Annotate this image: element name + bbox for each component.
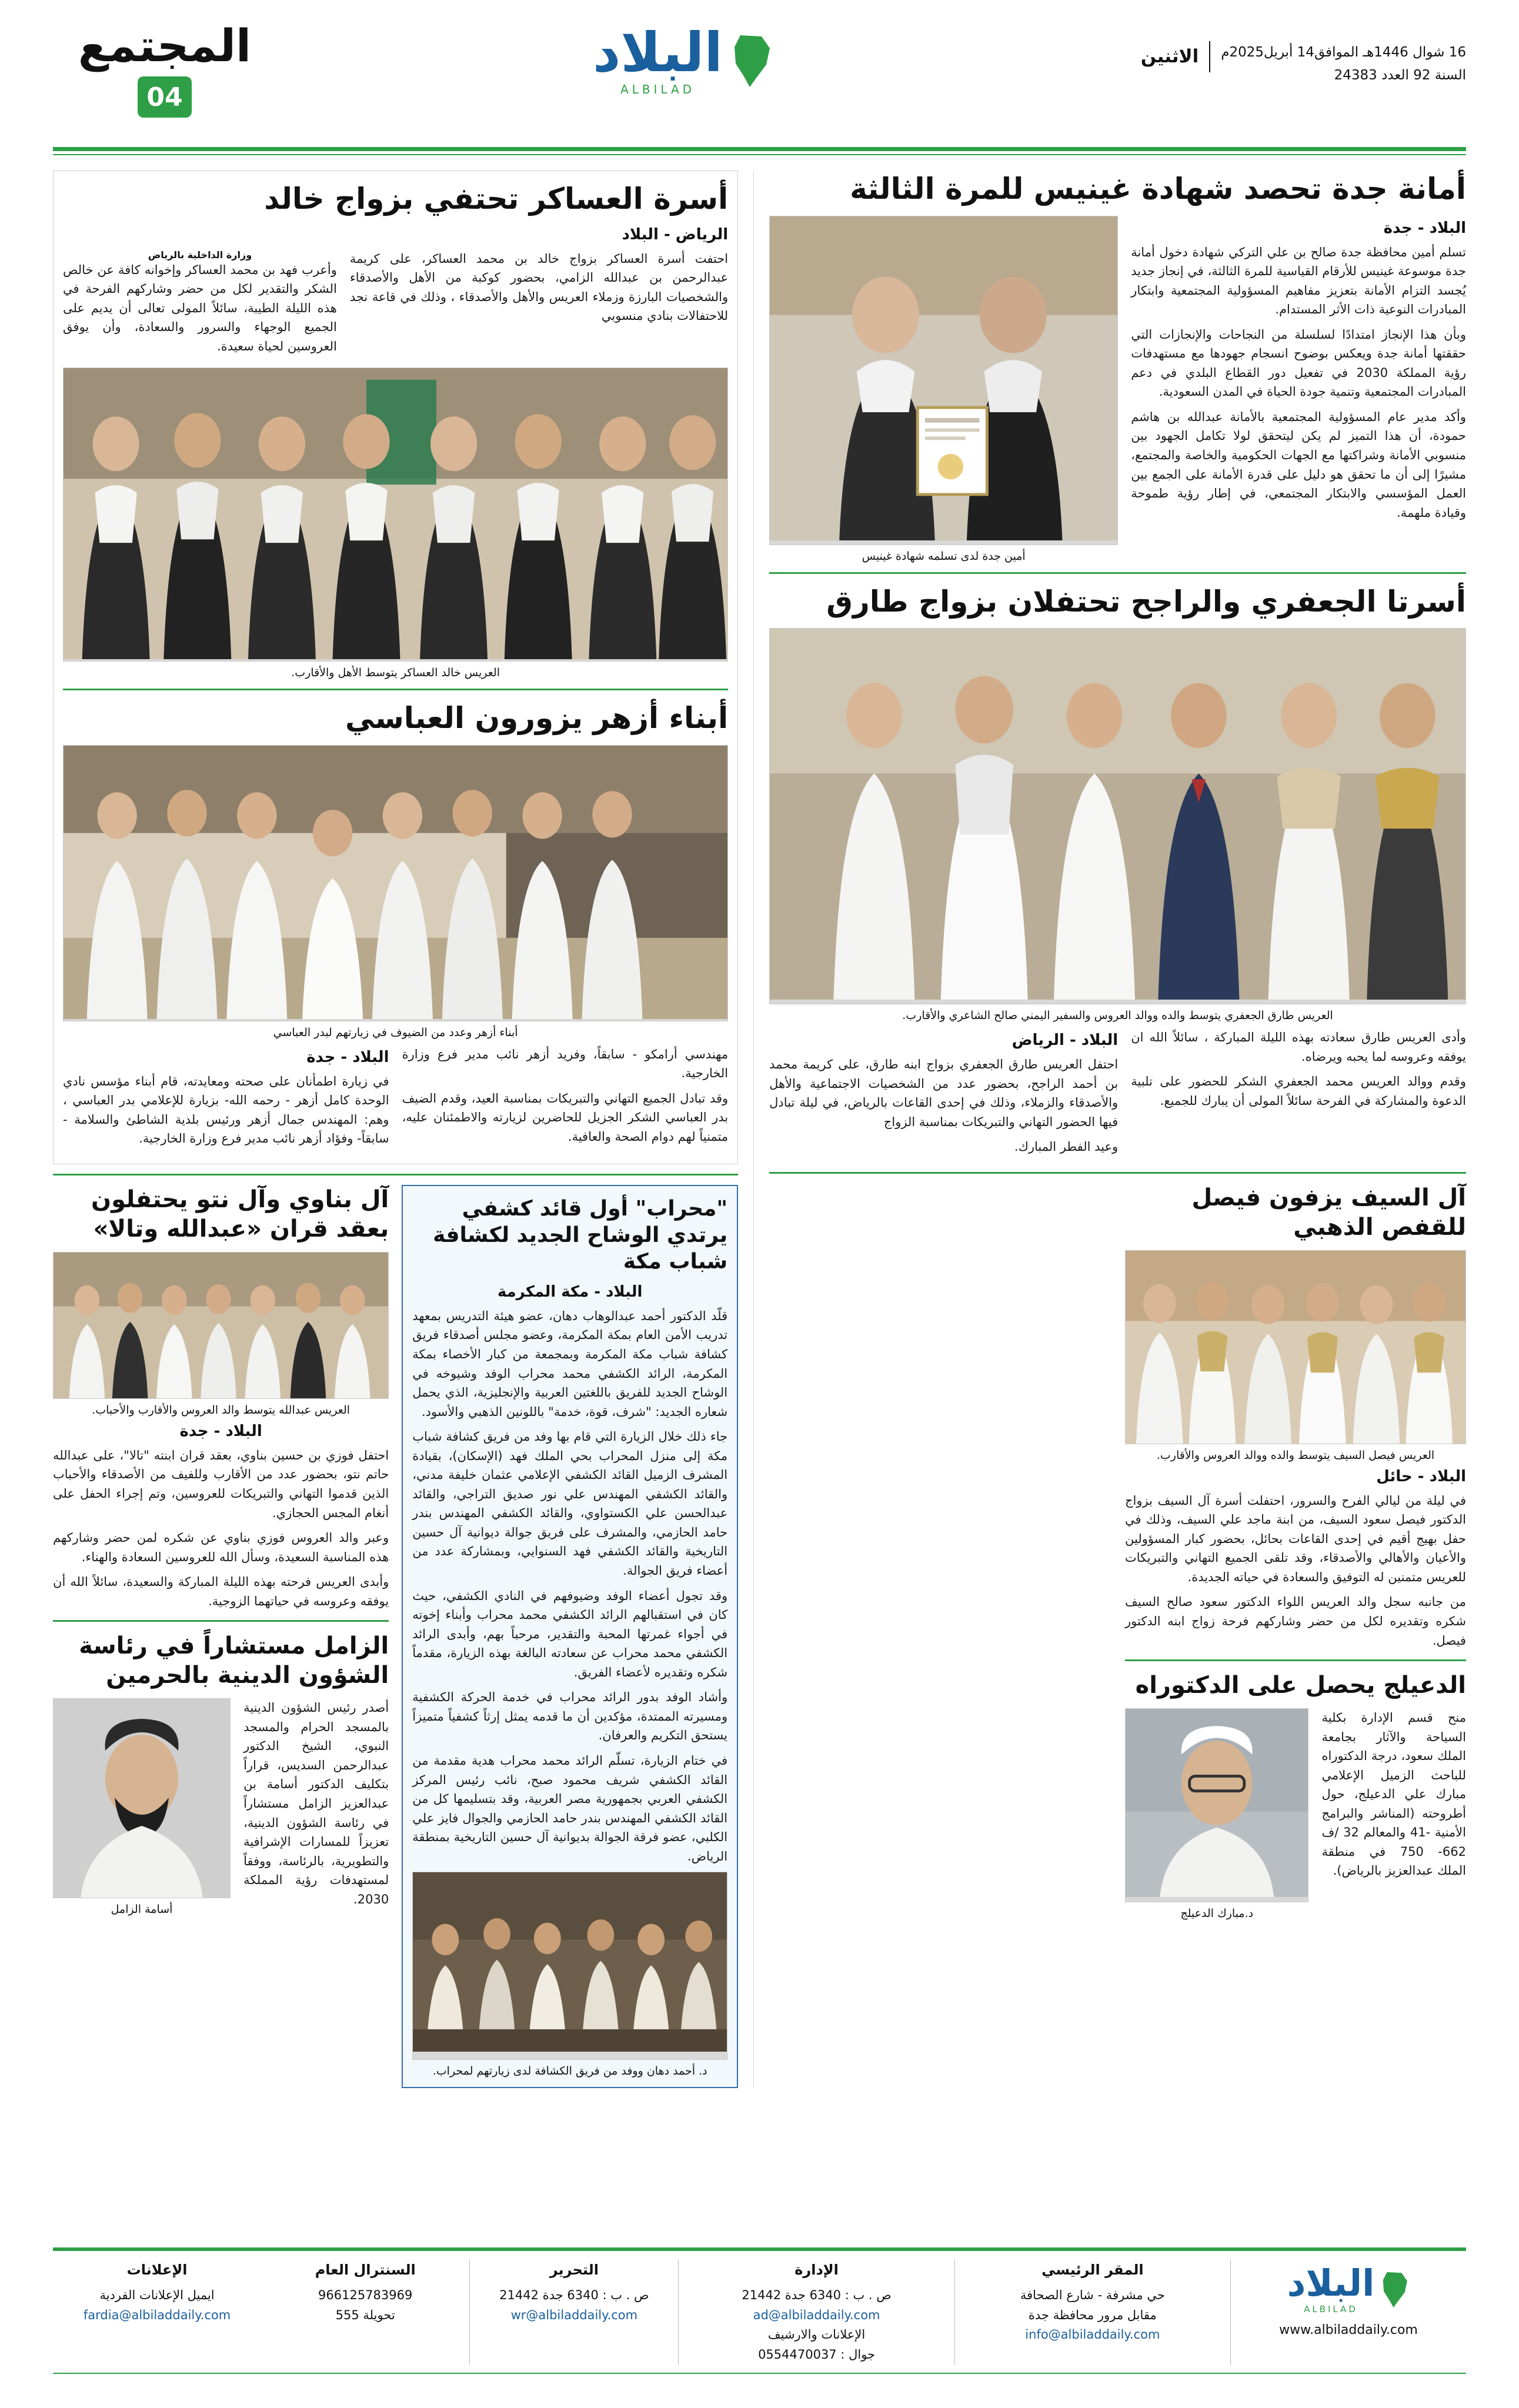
footer-ads-line1: ايميل الإعلانات الفردية bbox=[99, 2288, 215, 2302]
footer-editorial-title: التحرير bbox=[549, 2262, 599, 2278]
masthead-rule bbox=[53, 147, 1466, 151]
footer-cell-administration bbox=[679, 2259, 954, 2365]
article-banawi-headline: آل بناوي وآل نتو يحتفلون بعقد قران «عبدالله وتالا» bbox=[91, 1185, 389, 1243]
lower-section bbox=[53, 1185, 738, 2088]
article-zamel-caption: أسامة الزامل bbox=[111, 1903, 173, 1916]
article-alsaif-headline: آل السيف يزفون فيصل للقفص الذهبي bbox=[1191, 1184, 1466, 1241]
article-alaskar-p2: وأعرب فهد بن محمد العساكر وإخوانه كافة عن خالص الشكر والتقدير لكل من حضر وشاركهم الفرحة في هذه الليلة الطيبة، سائلاً المولى تعالى أن يديم على الجميع الوجهاء والسرور والسعادة، وأن يوفق العروسين لحياة سعيدة. bbox=[63, 262, 337, 353]
article-azhar bbox=[63, 700, 728, 1154]
article-mihrab-p2: جاء ذلك خلال الزيارة التي قام بها وفد من فريق كشافة شباب مكة إلى منزل المحراب بحي الملك فهد (الإسكان)، بقيادة المشرف الزميل القائد الكشفي الإعلامي عثمان خليفة مدني، والقائد الكشفي المهندس علي نور صديق التراجي، والقائد عبدالحسن علي الكستواوي، والقائد الكشفي المهندس بندر حامد الحازمي، والمشرف على فريق جوالة ديوانية آل حسين التاريخية والقائد الكشفي فهد السنوايي، وبمشاركة عدد من أعضاء فريق الجوالة. bbox=[412, 1430, 728, 1578]
article-alsaif-p2: من جانبه سجل والد العريس اللواء الدكتور سعود صالح السيف شكره وتقديره لكل من حضر وشاركهم فرحة زواج ابنه الدكتور فيصل. bbox=[1125, 1595, 1466, 1648]
article-jafari-p2: وعيد الفطر المبارك. bbox=[1014, 1140, 1119, 1154]
article-dulaij-photo bbox=[1125, 1708, 1308, 1902]
logo-latin-text: ALBILAD bbox=[620, 82, 696, 96]
article-zamel bbox=[53, 1631, 389, 1916]
article-zamel-headline: الزامل مستشاراً في رئاسة الشؤون الدينية بالحرمين bbox=[79, 1632, 389, 1689]
article-jafari-headline: أسرتا الجعفري والراجح تحتفلان بزواج طارق bbox=[826, 584, 1466, 619]
article-banawi bbox=[53, 1185, 389, 1611]
article-jafari-photo bbox=[769, 628, 1466, 1004]
issue-date-block bbox=[1090, 24, 1466, 87]
article-alaskar-photo bbox=[63, 368, 728, 662]
year-issue-number: السنة 92 العدد 24383 bbox=[1334, 68, 1466, 84]
footer-admin-title: الإدارة bbox=[794, 2262, 839, 2278]
article-jafari bbox=[769, 583, 1466, 1163]
article-dulaij-headline: الدعيلج يحصل على الدكتوراه bbox=[1135, 1672, 1466, 1699]
column-left bbox=[53, 171, 738, 2088]
article-azhar-p3: وقد تبادل الجميع التهاني والتبريكات بمناسبة العيد، وقدم الضيف بدر العباسي الشكر الجزيل للحاضرين لزيارته والاطمئنان عليه، متمنياً لهم دوام الصحة والعافية. bbox=[402, 1091, 729, 1144]
footer-cell-switchboard bbox=[261, 2259, 470, 2365]
footer-admin-line1: ص . ب : 6340 جدة 21442 bbox=[742, 2288, 892, 2302]
article-alaskar-caption: العريس خالد العساكر يتوسط الأهل والأقارب. bbox=[291, 666, 500, 680]
article-dulaij bbox=[1125, 1671, 1466, 1920]
article-guinness-dateline: البلاد - جدة bbox=[1383, 219, 1466, 237]
article-alaskar-headline: أسرة العساكر تحتفي بزواج خالد bbox=[264, 182, 729, 216]
article-guinness-headline: أمانة جدة تحصد شهادة غينيس للمرة الثالثة bbox=[850, 172, 1466, 206]
footer-cell-headquarters bbox=[955, 2259, 1231, 2365]
divider-5 bbox=[53, 1174, 738, 1175]
article-azhar-headline: أبناء أزهر يزورون العباسي bbox=[345, 701, 729, 736]
column-divider bbox=[753, 171, 754, 2088]
article-mihrab-p4: وأشاد الوفد بدور الرائد محراب في خدمة الحركة الكشفية ومسيرته الممتدة، مؤكدين أن ما قدمه يمثل إرثاً كشفياً متميزاً يستحق التكريم والعرفان. bbox=[412, 1690, 728, 1743]
article-jafari-dateline: البلاد - الرياض bbox=[1011, 1031, 1119, 1049]
footer-switchboard-ext: تحويلة 555 bbox=[335, 2307, 395, 2322]
divider-2 bbox=[769, 1172, 1466, 1174]
footer-switchboard-title: السنترال العام bbox=[315, 2262, 416, 2278]
left-lower-stack bbox=[53, 1185, 389, 2088]
footer-cell-ads bbox=[53, 2259, 261, 2365]
logo-arabic-text: البلاد bbox=[593, 21, 723, 84]
masthead bbox=[0, 0, 1519, 147]
article-dulaij-caption: د.مبارك الدعيلج bbox=[1180, 1907, 1254, 1921]
footer-logo-arabic: البلاد bbox=[1287, 2262, 1375, 2305]
map-icon bbox=[732, 33, 773, 89]
article-zamel-photo bbox=[53, 1698, 231, 1898]
divider-1 bbox=[769, 572, 1466, 574]
article-mihrab-p5: في ختام الزيارة، تسلّم الرائد محمد محراب هدية مقدمة من القائد الكشفي شريف محمود صبح، نائب رئيس المركز الكشفي العربي بجمهورية مصر العربية، وقد بتسليمها كل من القائد الكشفي المهندس بندر حامد الحازمي والجوال فايز علي الكلبي، عضو فرقة الجوالة بديوانية آل حسين التاريخية بمنطقة الرياض. bbox=[412, 1753, 728, 1863]
article-mihrab-headline: "محراب" أول قائد كشفي يرتدي الوشاح الجديد لكشافة شباب مكة bbox=[433, 1196, 728, 1274]
footer-hq-line2: مقابل مرور محافظة جدة bbox=[1028, 2307, 1157, 2322]
article-banawi-p3: وأبدى العريس فرحته بهذه الليلة المباركة والسعيدة، سائلاً الله أن يوفقه وعروسه في حياتهما الزوجية. bbox=[53, 1575, 389, 1608]
section-title: المجتمع bbox=[78, 19, 252, 72]
article-banawi-p2: وعبر والد العروس فوزي بناوي عن شكره لمن حضر وشاركهم هذه المناسبة السعيدة، وسأل الله للعروسين السعادة والهناء. bbox=[53, 1531, 389, 1564]
divider-6 bbox=[53, 1620, 389, 1622]
footer-switchboard-number: 966125783969 bbox=[318, 2288, 413, 2302]
footer-hq-line1: حي مشرفة - شارع الصحافة bbox=[1020, 2288, 1165, 2302]
divider-3 bbox=[1125, 1659, 1466, 1661]
article-alaskar-lead: وزارة الداخلية بالرياض bbox=[148, 249, 252, 260]
footer-cell-editorial bbox=[470, 2259, 679, 2365]
footer-hq-email[interactable]: info@albiladdaily.com bbox=[1025, 2327, 1160, 2342]
article-jafari-p4: وقدم ووالد العريس محمد الجعفري الشكر للحضور على تلبية الدعوة والمشاركة في الفرحة سائلاً المولى أن يبارك للجميع. bbox=[1131, 1074, 1466, 1108]
footer-ads-title: الإعلانات bbox=[126, 2262, 188, 2278]
article-mihrab-photo bbox=[412, 1872, 727, 2060]
article-alaskar bbox=[53, 171, 738, 1164]
article-guinness-p1: تسلم أمين محافظة جدة صالح بن علي التركي شهادة دخول أمانة جدة موسوعة غينيس للأرقام القياسية للمرة الثالثة، في إنجاز جديد يُجسد التزام الأمانة بتعزيز مفاهيم المسؤولية المجتمعية وابتكار المبادرات النوعية ذات الأثر المستدام. bbox=[1131, 245, 1466, 317]
article-guinness-caption: أمين جدة لدى تسلمه شهادة غينيس bbox=[862, 549, 1026, 563]
newspaper-logo bbox=[472, 21, 895, 96]
footer-admin-line3: الإعلانات والارشيف bbox=[767, 2327, 866, 2342]
article-mihrab-caption: د. أحمد دهان ووفد من فريق الكشافة لدى زيارتهم لمحراب. bbox=[432, 2065, 707, 2078]
footer-admin-line4: جوال : 0554470037 bbox=[758, 2347, 876, 2362]
footer-logo bbox=[1231, 2259, 1466, 2365]
map-icon bbox=[1381, 2270, 1410, 2309]
column-right bbox=[769, 171, 1466, 2088]
article-jafari-p3: وأدى العريس طارق سعادته بهذه الليلة المباركة ، سائلاً الله ان يوفقه وعروسه لما يحبه ويرضاه. bbox=[1131, 1030, 1466, 1064]
footer-hq-title: المقر الرئيسي bbox=[1041, 2262, 1144, 2278]
article-guinness-p2: وبأن هذا الإنجاز امتدادًا لسلسلة من النجاحات والإنجازات التي حققتها أمانة جدة ويعكس بوضوح انسجام جهودها مع مستهدفات رؤية المملكة 2030 في تفعيل دور القطاع البلدي في دعم المبادرات المجتمعية وتنمية جودة الحياة في المدن السعودية. bbox=[1131, 327, 1466, 399]
footer-website[interactable]: www.albiladdaily.com bbox=[1279, 2323, 1418, 2337]
article-guinness-p3: وأكد مدير عام المسؤولية المجتمعية بالأمانة عبدالله بن هاشم حمودة، أن هذا التميز لم يكن ليتحقق لولا تكامل الجهود بين منسوبي الأمانة وشراكتها مع الجهات الحكومية والخاصة والمجتمع، مشيرًا إلى أن ما تحقق هو دليل على قدرة الأمانة على الجمع بين العمل المؤسسي والابتكار المجتمعي، في إطار رؤية طموحة وقيادة ملهمة. bbox=[1131, 409, 1466, 520]
article-azhar-dateline: البلاد - جدة bbox=[306, 1048, 389, 1066]
article-guinness bbox=[769, 171, 1466, 563]
page-number-badge: 04 bbox=[138, 76, 192, 118]
article-jafari-p1: احتفل العريس طارق الجعفري بزواج ابنه طارق، على كريمة محمد بن أحمد الراجح، بحضور عدد من الشخصيات الاجتماعية والأهل والأصدقاء والزملاء، وذلك في إحدى القاعات بالرياض، في ليلة تبادل فيها الحضور التهاني والتبريكات بمناسبة الزواج bbox=[769, 1057, 1119, 1129]
divider-4 bbox=[63, 689, 728, 690]
footer-admin-email[interactable]: ad@albiladdaily.com bbox=[753, 2307, 880, 2322]
article-guinness-photo bbox=[769, 216, 1118, 545]
article-alsaif-dateline: البلاد - حائل bbox=[1376, 1467, 1466, 1485]
article-mihrab-p3: وقد تجول أعضاء الوفد وضيوفهم في النادي الكشفي، حيث كان في استقبالهم الرائد الكشفي محمد محراب وأبناء إخوته في أجواء غمرتها المحبة والتقدير، مرحباً بهم، وأبدى الرائد الكشفي محمد محراب عن سعادته البالغة بهذه الزيارة، مقدماً شكره وتقديره لأعضاء الفريق. bbox=[412, 1588, 728, 1679]
article-alaskar-dateline: الرياض - البلاد bbox=[622, 225, 729, 243]
page-content bbox=[0, 155, 1519, 2088]
footer-editorial-line1: ص . ب : 6340 جدة 21442 bbox=[499, 2288, 649, 2302]
article-alsaif-p1: في ليلة من ليالي الفرح والسرور، احتفلت أسرة آل السيف بزواج الدكتور فيصل سعود السيف، من ابنة ماجد علي السيف، وذلك في حفل بهيج أقيم في إحدى القاعات بحائل، بحضور كبار المسؤولين والأعيان والأهالي والأصدقاء، وقد تلقى الجميع التهاني والتبريكات للعريس متمنين له التوفيق والسعادة في حياته الجديدة. bbox=[1125, 1493, 1466, 1584]
article-azhar-photo bbox=[63, 745, 728, 1021]
article-dulaij-p1: منح قسم الإدارة بكلية السياحة والآثار بجامعة الملك سعود، درجة الدكتوراه للباحث الزميل الإعلامي مبارك علي الدعيلج، حول أطروحته (المناشر والبرامج الأمنية -41 والمعالم 32 /ف 662- 750 في منطقة الملك عبدالعزيز بالرياض). bbox=[1321, 1711, 1466, 1878]
article-alsaif bbox=[1125, 1183, 1466, 1650]
article-mihrab bbox=[402, 1185, 738, 2088]
footer-editorial-email[interactable]: wr@albiladdaily.com bbox=[510, 2307, 638, 2322]
article-banawi-dateline: البلاد - جدة bbox=[179, 1422, 262, 1440]
article-azhar-caption: أبناء أزهر وعدد من الضيوف في زيارتهم لبدر العباسي bbox=[273, 1026, 518, 1039]
article-mihrab-dateline: البلاد - مكة المكرمة bbox=[497, 1283, 643, 1301]
article-zamel-p1: أصدر رئيس الشؤون الدينية بالمسجد الحرام والمسجد النبوي، الشيخ الدكتور عبدالرحمن السديس، قراراً بتكليف الدكتور أسامة بن عبدالعزيز الزامل مستشاراً في رئاسة الشؤون الدينية، تعزيزاً للمسارات الإشرافية والتطويرية، بالرئاسة، ووفقاً لمستهدفات رؤية المملكة 2030. bbox=[243, 1701, 389, 1906]
article-alsaif-caption: العريس فيصل السيف يتوسط والده ووالد العروس والأقارب. bbox=[1156, 1448, 1435, 1462]
article-banawi-caption: العريس عبدالله يتوسط والد العروس والأقارب والأحباب. bbox=[92, 1403, 350, 1417]
weekday-label: الاثنين bbox=[1141, 41, 1211, 72]
article-banawi-photo bbox=[53, 1252, 389, 1399]
article-azhar-p2: مهندسي أرامكو - سابقاً، وفريد أزهر نائب مدير فرع وزارة الخارجية. bbox=[402, 1047, 729, 1081]
footer-rule-thin bbox=[53, 2373, 1466, 2374]
footer-ads-email[interactable]: fardia@albiladdaily.com bbox=[83, 2307, 231, 2322]
page-footer bbox=[53, 2247, 1466, 2374]
section-title-block bbox=[53, 19, 276, 118]
footer-logo-latin: ALBILAD bbox=[1304, 2304, 1358, 2315]
article-alaskar-p1: احتفت أسرة العساكر بزواج خالد بن محمد العساكر، على كريمة عبدالرحمن بن عبدالله الزامي، بحضور كوكبة من الأهل والأصدقاء والشخصيات البارزة وزملاء العريس والأهل والأصدقاء ، وذلك في قاعة نجد للاحتفالات بنادي منسوبي bbox=[349, 251, 729, 323]
article-alsaif-photo bbox=[1125, 1250, 1466, 1444]
article-mihrab-p1: قلّد الدكتور أحمد عبدالوهاب دهان، عضو هيئة التدريس بمعهد تدريب الأمن العام بمكة المكرمة، وعضو مجلس أصدقاء فريق كشافة شباب مكة المكرمة وبمجمعة من كبار الأخصاء بمكة المكرمة، الرائد الكشفي محمد محراب الوفد وشيوخه في الوشاح الجديد للفريق باللغتين العربية والإنجليزية، الذي يحمل شعاره الجديد: "شرف، قوة، خدمة" باللونين الذهبي والأسود. bbox=[412, 1308, 728, 1419]
date-hijri-gregorian: 16 شوال 1446هـ الموافق14 أبريل2025م bbox=[1221, 45, 1466, 60]
article-jafari-caption: العريس طارق الجعفري يتوسط والده ووالد العروس والسفير اليمني صالح الشاعري والأقارب. bbox=[902, 1009, 1333, 1022]
article-banawi-p1: احتفل فوزي بن حسين بناوي، بعقد قران ابنته "تالا"، على عبدالله حاتم نتو، بحضور عدد من الأقارب وللفيف من الأصدقاء والأحباب الذين قدموا التهاني والتبريكات للعروسين، وتم إجراء الحفل على أنغام المجس الحجازي. bbox=[53, 1448, 389, 1520]
article-azhar-p1: في زيارة اطمأنان على صحته ومعايدته، قام أبناء مؤسس نادي الوحدة كامل أزهر - رحمه الله- بزيارة للإعلامي بدر العباسي ، وهم: المهندس جمال أزهر ورئيس بلدية الشاطئ والسلامة - سابقاً- وفؤاد أزهر نائب مدير فرع وزارة الخارجية. bbox=[63, 1074, 389, 1146]
